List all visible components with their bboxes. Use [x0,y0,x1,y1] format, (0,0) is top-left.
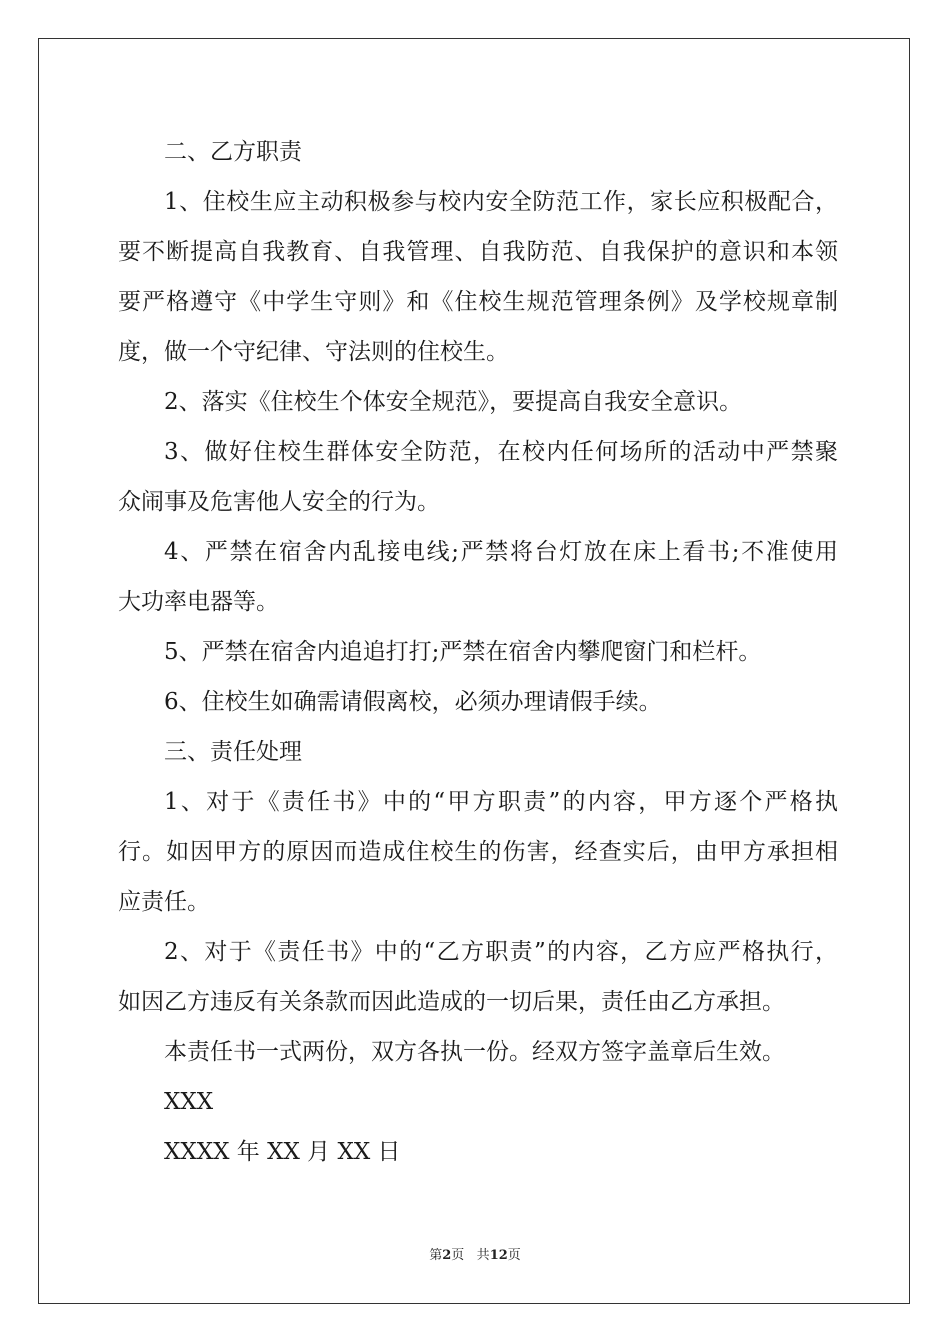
doc-line: 大功率电器等。 [118,589,279,615]
page-footer [0,1244,950,1263]
doc-line: 3、做好住校生群体安全防范，在校内任何场所的活动中严禁聚 [164,439,838,465]
doc-line: 2、对于《责任书》中的“乙方职责”的内容，乙方应严格执行， [164,939,838,965]
page-current: 2 [442,1248,452,1263]
page-suffix: 页 [451,1248,465,1263]
doc-line: 要严格遵守《中学生守则》和《住校生规范管理条例》及学校规章制 [118,289,838,315]
doc-line: 如因乙方违反有关条款而因此造成的一切后果，责任由乙方承担。 [118,989,785,1015]
doc-line: 1、对于《责任书》中的“甲方职责”的内容，甲方逐个严格执 [164,789,838,815]
date-line: XXXX 年 XX 月 XX 日 [164,1139,401,1165]
doc-line: 要不断提高自我教育、自我管理、自我防范、自我保护的意识和本领 [118,239,838,265]
page-total: 12 [489,1248,508,1263]
total-prefix: 共 [476,1248,490,1263]
doc-line: 行。如因甲方的原因而造成住校生的伤害，经查实后，由甲方承担相 [118,839,838,865]
doc-line: 度，做一个守纪律、守法则的住校生。 [118,339,509,365]
doc-line: 应责任。 [118,889,210,915]
doc-line: 1、住校生应主动积极参与校内安全防范工作，家长应积极配合， [164,189,838,215]
doc-line: 6、住校生如确需请假离校，必须办理请假手续。 [164,689,662,715]
document-body [118,127,838,1177]
page-prefix: 第 [429,1248,443,1263]
doc-line: 本责任书一式两份，双方各执一份。经双方签字盖章后生效。 [164,1039,785,1065]
doc-line: 4、严禁在宿舍内乱接电线;严禁将台灯放在床上看书;不准使用 [164,539,838,565]
signatory: XXX [164,1089,214,1115]
section-heading: 三、责任处理 [164,739,302,765]
doc-line: 众闹事及危害他人安全的行为。 [118,489,440,515]
doc-line: 5、严禁在宿舍内追追打打;严禁在宿舍内攀爬窗门和栏杆。 [164,639,762,665]
doc-line: 二、乙方职责 [164,139,302,165]
doc-line: 2、落实《住校生个体安全规范》，要提高自我安全意识。 [164,389,743,415]
total-suffix: 页 [507,1248,521,1263]
